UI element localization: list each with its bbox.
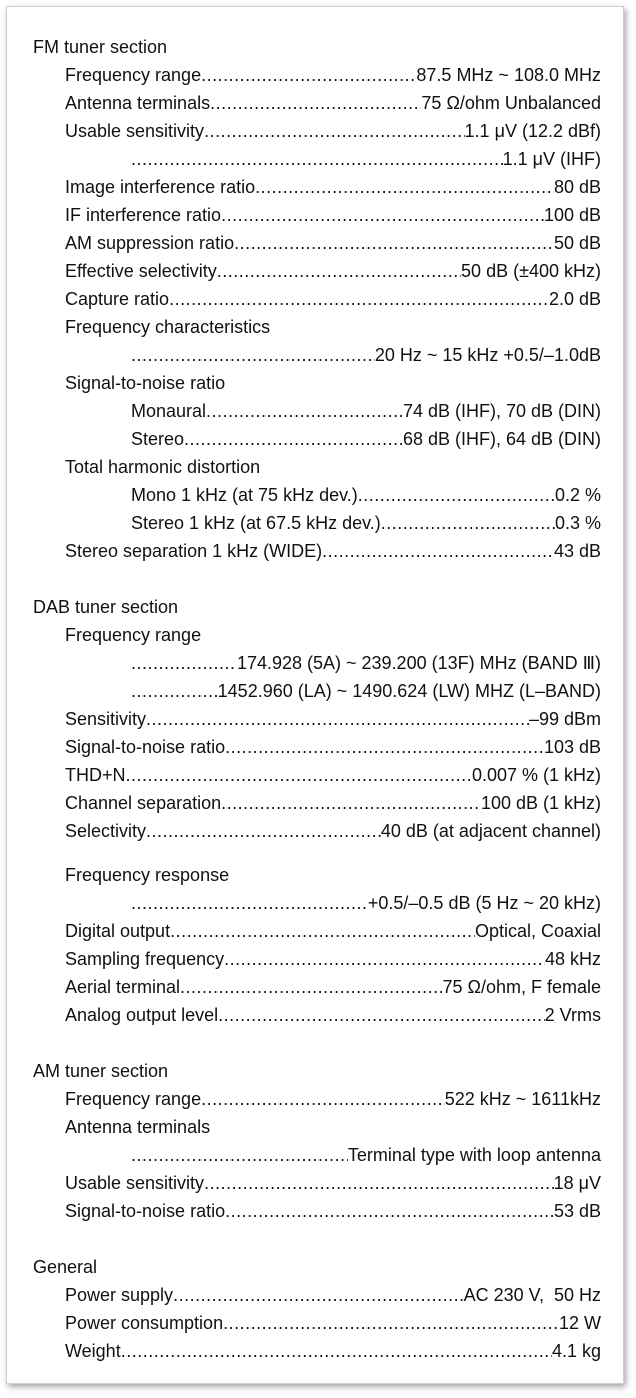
dab-sampling-frequency-row	[33, 945, 601, 973]
am-antenna-terminals-value-row	[33, 1141, 601, 1169]
spec-label: Power supply	[65, 1285, 174, 1305]
dot-leader	[210, 89, 421, 117]
spec-label: Frequency range	[65, 625, 202, 645]
am-section-title: AM tuner section	[33, 1061, 169, 1081]
dot-leader	[173, 1281, 464, 1309]
spec-label: Sensitivity	[65, 709, 147, 729]
spec-value: Terminal type with loop antenna	[347, 1145, 601, 1165]
spec-value: 68 dB (IHF), 64 dB (DIN)	[402, 429, 601, 449]
fm-if-interference-row	[33, 201, 601, 229]
am-snr-row	[33, 1197, 601, 1225]
dot-leader	[255, 173, 554, 201]
spec-label: Monaural	[131, 401, 207, 421]
spec-value: 0.007 % (1 kHz)	[471, 765, 601, 785]
spec-value: 4.1 kg	[551, 1341, 601, 1361]
spec-label: Antenna terminals	[65, 1117, 211, 1137]
spec-label: IF interference ratio	[65, 205, 222, 225]
dot-leader	[131, 145, 503, 173]
spec-label: Signal-to-noise ratio	[65, 373, 226, 393]
dot-leader	[358, 481, 555, 509]
spec-value: Optical, Coaxial	[474, 921, 601, 941]
dab-thdn-row	[33, 761, 601, 789]
spec-value: 20 Hz ~ 15 kHz +0.5/–1.0dB	[374, 345, 601, 365]
spec-value: 2 Vrms	[544, 1005, 601, 1025]
spec-value: 53 dB	[553, 1201, 601, 1221]
dot-leader	[131, 677, 218, 705]
spec-value: –99 dBm	[528, 709, 601, 729]
fm-section	[33, 33, 601, 565]
fm-usable-sensitivity-row	[33, 117, 601, 145]
spec-label: Analog output level	[65, 1005, 219, 1025]
spec-label: Frequency characteristics	[65, 317, 271, 337]
spec-label: Stereo	[131, 429, 185, 449]
spec-value: 1.1 μV (IHF)	[502, 149, 601, 169]
fm-frequency-characteristics-label-row	[33, 313, 601, 341]
spec-label: Channel separation	[65, 793, 222, 813]
spec-value: 103 dB	[543, 737, 601, 757]
fm-thd-mono-row	[33, 481, 601, 509]
dab-aerial-terminal-row	[33, 973, 601, 1001]
spec-value: AC 230 V, 50 Hz	[463, 1285, 601, 1305]
spec-label: Usable sensitivity	[65, 1173, 205, 1193]
fm-snr-monaural-row	[33, 397, 601, 425]
dot-leader	[204, 117, 464, 145]
spec-label: Signal-to-noise ratio	[65, 737, 226, 757]
spec-value: 87.5 MHz ~ 108.0 MHz	[416, 65, 601, 85]
spec-value: 2.0 dB	[548, 289, 601, 309]
fm-am-suppression-row	[33, 229, 601, 257]
dab-section	[33, 593, 601, 1029]
spec-value: +0.5/–0.5 dB (5 Hz ~ 20 kHz)	[367, 893, 601, 913]
dot-leader	[234, 229, 554, 257]
spec-value: 50 dB	[553, 233, 601, 253]
dot-leader	[146, 817, 381, 845]
spec-value: 1.1 μV (12.2 dBf)	[464, 121, 601, 141]
dot-leader	[322, 537, 554, 565]
spec-label: Digital output	[65, 921, 171, 941]
spec-label: THD+N	[65, 765, 126, 785]
am-section	[33, 1057, 601, 1225]
dab-band3-row	[33, 649, 601, 677]
spec-label: Stereo separation 1 kHz (WIDE)	[65, 541, 323, 561]
spec-value: 48 kHz	[544, 949, 601, 969]
spec-label: Selectivity	[65, 821, 147, 841]
dot-leader	[224, 945, 545, 973]
fm-section-title: FM tuner section	[33, 37, 168, 57]
spec-label: Antenna terminals	[65, 93, 211, 113]
fm-thd-label-row	[33, 453, 601, 481]
fm-snr-stereo-row	[33, 425, 601, 453]
dab-frequency-response-label-row	[33, 861, 601, 889]
fm-thd-stereo-row	[33, 509, 601, 537]
fm-effective-selectivity-row	[33, 257, 601, 285]
spec-value: 100 dB	[543, 205, 601, 225]
dot-leader	[201, 1085, 445, 1113]
spec-content	[33, 33, 601, 1393]
dot-leader	[221, 789, 481, 817]
dot-leader	[206, 397, 403, 425]
spec-label: Frequency range	[65, 65, 202, 85]
dot-leader	[221, 201, 544, 229]
spec-label: Capture ratio	[65, 289, 170, 309]
spec-value: 75 Ω/ohm Unbalanced	[421, 93, 601, 113]
dot-leader	[225, 1197, 554, 1225]
dot-leader	[146, 705, 529, 733]
spec-label: Aerial terminal	[65, 977, 181, 997]
dab-analog-output-row	[33, 1001, 601, 1029]
spacer	[33, 845, 601, 861]
fm-antenna-terminals-row	[33, 89, 601, 117]
dot-leader	[131, 341, 375, 369]
spec-value: 18 μV	[553, 1173, 601, 1193]
spec-value: 1452.960 (LA) ~ 1490.624 (LW) MHZ (L–BAND)	[217, 681, 601, 701]
dab-frequency-response-value-row	[33, 889, 601, 917]
spec-label: Total harmonic distortion	[65, 457, 261, 477]
dab-lband-row	[33, 677, 601, 705]
dot-leader	[131, 649, 237, 677]
dot-leader	[201, 61, 416, 89]
spec-label: Frequency response	[65, 865, 230, 885]
spec-value: 74 dB (IHF), 70 dB (DIN)	[402, 401, 601, 421]
fm-image-interference-row	[33, 173, 601, 201]
spec-value: 522 kHz ~ 1611kHz	[444, 1089, 601, 1109]
dot-leader	[170, 917, 475, 945]
fm-capture-ratio-row	[33, 285, 601, 313]
spec-value: 43 dB	[553, 541, 601, 561]
dot-leader	[180, 973, 442, 1001]
general-power-consumption-row	[33, 1309, 601, 1337]
dab-selectivity-row	[33, 817, 601, 845]
spec-label: AM suppression ratio	[65, 233, 235, 253]
spec-label: Sampling frequency	[65, 949, 225, 969]
dab-digital-output-row	[33, 917, 601, 945]
dot-leader	[126, 761, 472, 789]
dot-leader	[184, 425, 403, 453]
dot-leader	[121, 1337, 552, 1365]
fm-frequency-range-row	[33, 61, 601, 89]
dot-leader	[223, 1309, 559, 1337]
general-power-supply-row	[33, 1281, 601, 1309]
dot-leader	[131, 889, 368, 917]
fm-usable-sensitivity-ihf-row	[33, 145, 601, 173]
general-section-title: General	[33, 1257, 98, 1277]
spec-value: 0.3 %	[554, 513, 601, 533]
dab-channel-separation-row	[33, 789, 601, 817]
spec-label: Effective selectivity	[65, 261, 217, 281]
general-weight-row	[33, 1337, 601, 1365]
spec-value: 75 Ω/ohm, F female	[442, 977, 601, 997]
dot-leader	[381, 509, 555, 537]
spec-label: Stereo 1 kHz (at 67.5 kHz dev.)	[131, 513, 381, 533]
spec-label: Power consumption	[65, 1313, 224, 1333]
dot-leader	[218, 1001, 545, 1029]
spec-sheet	[6, 6, 624, 1384]
am-frequency-range-row	[33, 1085, 601, 1113]
fm-snr-label-row	[33, 369, 601, 397]
spec-label: Signal-to-noise ratio	[65, 1201, 226, 1221]
general-section	[33, 1253, 601, 1365]
spec-label: Usable sensitivity	[65, 121, 205, 141]
am-usable-sensitivity-row	[33, 1169, 601, 1197]
dab-sensitivity-row	[33, 705, 601, 733]
spec-value: 40 dB (at adjacent channel)	[380, 821, 601, 841]
dot-leader	[217, 257, 461, 285]
dab-frequency-range-label-row	[33, 621, 601, 649]
spec-value: 100 dB (1 kHz)	[480, 793, 601, 813]
spec-value: 12 W	[558, 1313, 601, 1333]
spec-label: Frequency range	[65, 1089, 202, 1109]
dab-snr-row	[33, 733, 601, 761]
spec-value: 0.2 %	[554, 485, 601, 505]
spec-value: 50 dB (±400 kHz)	[461, 261, 601, 281]
spec-label: Weight	[65, 1341, 121, 1361]
spec-value: 80 dB	[553, 177, 601, 197]
spec-label: Image interference ratio	[65, 177, 256, 197]
spec-label: Mono 1 kHz (at 75 kHz dev.)	[131, 485, 358, 505]
fm-frequency-characteristics-value-row	[33, 341, 601, 369]
dot-leader	[204, 1169, 554, 1197]
fm-stereo-separation-row	[33, 537, 601, 565]
dot-leader	[131, 1141, 348, 1169]
spec-value: 174.928 (5A) ~ 239.200 (13F) MHz (BAND Ⅲ)	[236, 653, 601, 673]
dab-section-title: DAB tuner section	[33, 597, 179, 617]
dot-leader	[225, 733, 544, 761]
am-antenna-terminals-label-row	[33, 1113, 601, 1141]
dot-leader	[169, 285, 549, 313]
